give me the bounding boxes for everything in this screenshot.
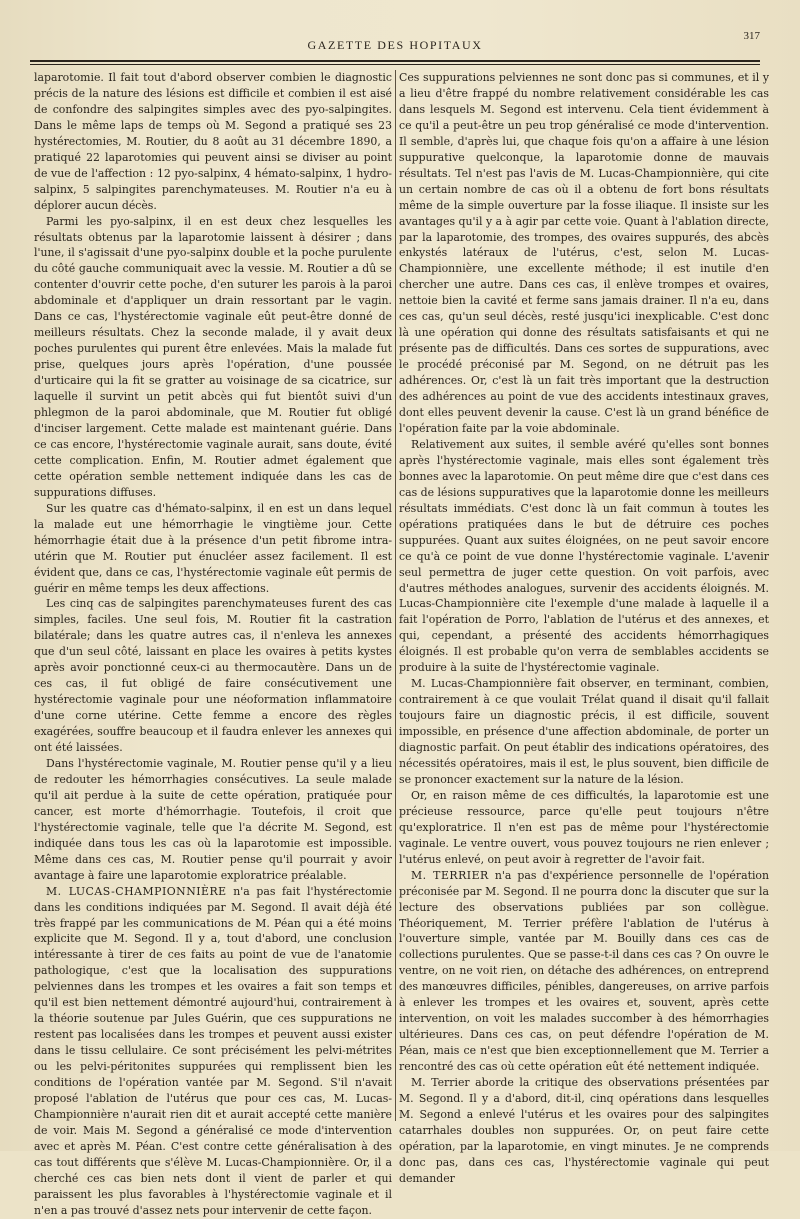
header-rule [30,60,760,62]
speaker-name: M. TERRIER [411,868,489,882]
paragraph: laparotomie. Il fait tout d'abord observer combien le diagnostic précis de la nature des lésions est difficile et combien il est aisé de confondre des salpingites simples avec des pyo-salpingites. Dans le même laps de temps où M. Segond a pratiqué ses 23 hystérectomies, M. Routier, du 8 août au 31 décembre 1890, a pratiqué 22 laparotomies qui peuvent ainsi se diviser au point de vue de l'affection : 12 pyo-salpinx, 4 hémato-salpinx, 1 hydro-salpinx, 5 salpingites parenchymateuses. M. Routier n'a eu à déplorer aucun décès. [34,71,392,212]
page-number: 317 [743,30,760,42]
paragraph: Relativement aux suites, il semble avéré qu'elles sont bonnes après l'hystérectomie vaginale, mais elles sont également très bonnes avec la laparotomie. On peut même dire que c'est dans ces cas de lésions suppuratives que la laparotomie donne les meilleurs résultats immédiats. C'est donc là un fait commun à toutes les opérations pratiquées dans le but de détruire ces poches suppurées. Quant aux suites éloignées, on ne peut savoir encore ce qu'à ce point de vue donne l'hystérectomie vaginale. L'avenir seul permettra de juger cette question. On voit parfois, avec d'autres méthodes analogues, survenir des accidents éloignés. M. Lucas-Championnière cite l'exemple d'une malade à laquelle il a fait l'opération de Porro, l'ablation de l'utérus et des annexes, et qui, cependant, a présenté des accidents hémorrhagiques éloignés. Il est probable qu'on verra de semblables accidents se produire à la suite de l'hystérectomie vaginale. [399,437,770,675]
paragraph: M. LUCAS-CHAMPIONNIÈRE n'a pas fait l'hystérectomie dans les conditions indiquées par M. Segond. Il avait déjà été très frappé par les communications de M. Péan qui a été moins explicite que M. Segond. Il y a, tout d'abord, une conclusion intéressante à tirer de ces faits au point de vue de l'anatomie pathologique, c'est que la localisation des suppurations pelviennes dans les trompes et les ovaires a fait son temps et qu'il est bien nettement démontré aujourd'hui, contrairement à la théorie soutenue par Jules Guérin, que ces suppurations ne restent pas localisées dans les trompes et peuvent aussi exister dans le tissu cellulaire. Ce sont précisément les pelvi-métrites ou les pelvi-péritonites suppurées qui remplissent bien les conditions de l'opération vantée par M. Segond. S'il n'avait proposé l'ablation de l'utérus que pour ces cas, M. Lucas-Championnière n'aurait rien dit et aurait accepté cette manière de voir. Mais M. Segond a généralisé ce mode d'intervention avec et après M. Péan. C'est contre cette généralisation à des cas tout différents que s'élève M. Lucas-Championnière. Or, il a cherché ces cas bien nets dont il vient de parler et qui paraissent les plus favorables à l'hystérectomie vaginale et il n'en a pas trouvé d'assez nets pour intervenir de cette façon. [34,884,392,1217]
paragraph: Sur les quatre cas d'hémato-salpinx, il en est un dans lequel la malade eut une hémorrhagie le vingtième jour. Cette hémorrhagie était due à la présence d'un petit fibrome intra-utérin que M. Routier put énucléer assez facilement. Il est évident que, dans ce cas, l'hystérectomie vaginale eût permis de guérir en même temps les deux affections. [34,501,392,595]
paragraph: M. TERRIER n'a pas d'expérience personnelle de l'opération préconisée par M. Segond. Il ne pourra donc la discuter que sur la lecture des observations publiées par son collègue. Théoriquement, M. Terrier préfère l'ablation de l'utérus à l'ouverture simple, vantée par M. Bouilly dans ces cas de collections purulentes. Que se passe-t-il dans ces cas ? On ouvre le ventre, on ne voit rien, on détache des adhérences, on entreprend des manœuvres difficiles, pénibles, dangereuses, on arrive parfois à enlever les trompes et les ovaires et, souvent, après cette intervention, on voit les malades succomber à des hémorrhagies ultérieures. Dans ces cas, on peut défendre l'opération de M. Péan, mais ce n'est que bien exceptionnellement que M. Terrier a rencontré des cas où cette opération eût été nettement indiquée. [399,868,770,1074]
page-header [30,28,760,60]
left-column [34,70,392,1217]
header-rule-thin [30,64,760,65]
paragraph: M. Terrier aborde la critique des observations présentées par M. Segond. Il y a d'abord, dit-il, cinq opérations dans lesquelles M. Segond a enlevé l'utérus et les ovaires pour des salpingites catarrhales doubles non suppurées. Or, on peut faire cette opération, par la laparotomie, en vingt minutes. Je ne comprends donc pas, dans ces cas, l'hystérectomie vaginale qui peut demander [399,1076,769,1185]
paragraph: Or, en raison même de ces difficultés, la laparotomie est une précieuse ressource, parce qu'elle peut toujours n'être qu'exploratrice. Il n'en est pas de même pour l'hystérectomie vaginale. Le ventre ouvert, vous pouvez toujours ne rien enlever ; l'utérus enlevé, on peut avoir à regretter de l'avoir fait. [399,788,769,866]
paragraph: Ces suppurations pelviennes ne sont donc pas si communes, et il y a lieu d'être frappé du nombre relativement considérable les cas dans lesquels M. Segond est intervenu. Cela tient évidemment à ce qu'il a peut-être un peu trop généralisé ce mode d'intervention. Il semble, d'après lui, que chaque fois qu'on a affaire à une lésion suppurative quelconque, la laparotomie donne de mauvais résultats. Tel n'est pas l'avis de M. Lucas-Championnière, qui cite un certain nombre de cas où il a obtenu de fort bons résultats même de la simple ouverture par la fosse iliaque. Il insiste sur les avantages qu'il y a à agir par cette voie. Quant à l'ablation directe, par la laparotomie, des trompes, des ovaires suppurés, des abcès enkystés latéraux de l'utérus, c'est, selon M. Lucas-Championnière, une excellente méthode; il est inutile d'en chercher une autre. Dans ces cas, il enlève trompes et ovaires, nettoie bien la cavité et ferme sans jamais drainer. Il n'a eu, dans ces cas, qu'un seul décès, resté jusqu'ici inexplicable. C'est donc là une opération qui donne des résultats satisfaisants et qui ne présente pas de difficultés. Dans ces sortes de suppurations, avec le procédé préconisé par M. Segond, on ne détruit pas les adhérences. Or, c'est là un fait très important que la destruction des adhérences au point de vue des accidents intestinaux graves, dont elles peuvent devenir la cause. C'est là un grand bénéfice de l'opération faite par la voie abdominale. [399,71,769,435]
speaker-name: M. LUCAS-CHAMPIONNIÈRE [46,884,227,898]
column-divider [395,70,396,1121]
right-column [399,70,770,1185]
journal-title: GAZETTE DES HOPITAUX [307,38,483,52]
paragraph: M. Lucas-Championnière fait observer, en terminant, combien, contrairement à ce que voulait Trélat quand il disait qu'il fallait toujours faire un diagnostic précis, il est difficile, souvent impossible, en présence d'une affection abdominale, de porter un diagnostic parfait. On peut établir des indications opératoires, des nécessités opératoires, mais il est, le plus souvent, bien difficile de se prononcer exactement sur la nature de la lésion. [399,677,769,786]
paragraph: Les cinq cas de salpingites parenchymateuses furent des cas simples, faciles. Une seul fois, M. Routier fit la castration bilatérale; dans les quatre autres cas, il n'enleva les annexes que d'un seul côté, laissant en place les ovaires à petits kystes après avoir ponctionné ceux-ci au thermocautère. Dans un de ces cas, il fut obligé de faire consécutivement une hystérectomie vaginale pour une néoformation inflammatoire d'une corne utérine. Cette femme a encore des règles exagérées, souffre beaucoup et il faudra enlever les annexes qui ont été laissées. [34,597,392,755]
paragraph: Parmi les pyo-salpinx, il en est deux chez lesquelles les résultats obtenus par la laparotomie laissent à désirer ; dans l'une, il s'agissait d'une pyo-salpinx double et la poche purulente du côté gauche communiquait avec la vessie. M. Routier a dû se contenter d'ouvrir cette poche, d'en suturer les parois à la paroi abdominale et d'appliquer un drain ressortant par le vagin. Dans ce cas, l'hystérectomie vaginale eût peut-être donné de meilleurs résultats. Chez la seconde malade, il y avait deux poches purulentes qui purent être enlevées. Mais la malade fut prise, quelques jours après l'opération, d'une poussée d'urticaire qui la fit se gratter au voisinage de sa cicatrice, sur laquelle il survint un petit abcès qui fut bientôt suivi d'un phlegmon de la paroi abdominale, que M. Routier fut obligé d'inciser largement. Cette malade est maintenant guérie. Dans ce cas encore, l'hystérectomie vaginale aurait, sans doute, évité cette complication. Enfin, M. Routier admet également que cette opération semble nettement indiquée dans les cas de suppurations diffuses. [34,214,392,499]
paragraph: Dans l'hystérectomie vaginale, M. Routier pense qu'il y a lieu de redouter les hémorrhagies consécutives. La seule malade qu'il ait perdue à la suite de cette opération, pratiquée pour cancer, est morte d'hémorrhagie. Toutefois, il croit que l'hystérectomie vaginale, telle que l'a décrite M. Segond, est indiquée dans tous les cas où la laparotomie est impossible. Même dans ces cas, M. Routier pense qu'il pourrait y avoir avantage à faire une laparotomie exploratrice préalable. [34,756,392,882]
